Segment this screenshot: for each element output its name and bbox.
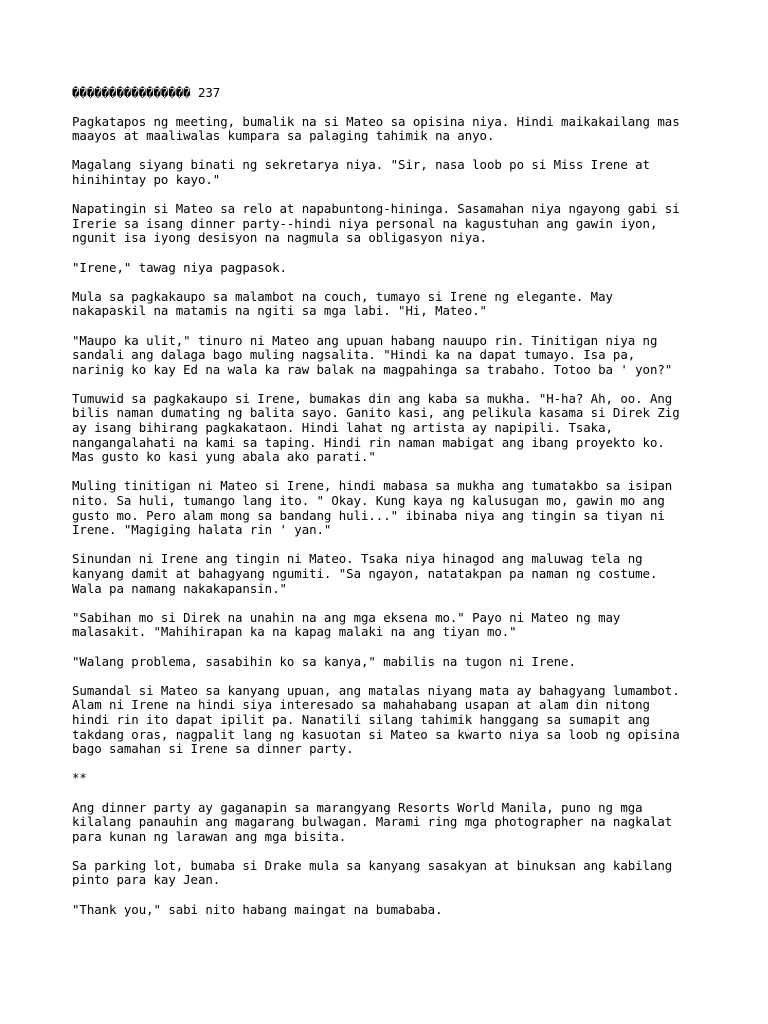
paragraph: "Maupo ka ulit," tinuro ni Mateo ang upuan habang nauupo rin. Tinitigan niya ng sandali ang dalaga bago muling nagsalita. "Hindi ka na dapat tumayo. Isa pa, narinig ko kay Ed na wala ka raw balak na magpahinga sa trabaho. Totoo ba ' yon?" — [72, 332, 673, 377]
paragraph: Pagkatapos ng meeting, bumalik na si Mateo sa opisina niya. Hindi maikakailang mas maayos at maaliwalas kumpara sa palaging tahimik na anyo. — [72, 113, 680, 144]
paragraph: Tumuwid sa pagkakaupo si Irene, bumakas din ang kaba sa mukha. "H-ha? Ah, oo. Ang bilis naman dumating ng balita sayo. Ganito kasi, ang pelikula kasama si Direk Zig ay isang bihirang pagkakataon. Hindi lahat ng artista ay napipili. Tsaka, nangangalahati na kami sa taping. Hindi rin naman mabigat ang ibang proyekto ko. Mas gusto ko kasi yung abala ako parati." — [72, 390, 680, 465]
paragraph: Napatingin si Mateo sa relo at napabuntong-hininga. Sasamahan niya ngayong gabi si Irerie sa isang dinner party--hindi niya personal na kagustuhan ang gawin iyon, ngunit isa iyong desisyon na nagmula sa obligasyon niya. — [72, 201, 680, 246]
paragraph: Mula sa pagkakaupo sa malambot na couch, tumayo si Irene ng elegante. May nakapaskil na matamis na ngiti sa mga labi. "Hi, Mateo." — [72, 288, 613, 319]
paragraph: "Sabihan mo si Direk na unahin na ang mga eksena mo." Payo ni Mateo ng may malasakit. "Mahihirapan ka na kapag malaki na ang tiyan mo." — [72, 609, 621, 640]
document-page — [72, 86, 712, 932]
paragraph: Magalang siyang binati ng sekretarya niya. "Sir, nasa loob po si Miss Irene at hinihintay po kayo." — [72, 157, 650, 187]
paragraph: Sinundan ni Irene ang tingin ni Mateo. Tsaka niya hinagod ang maluwag tela ng kanyang damit at bahagyang ngumiti. "Sa ngayon, natatakpan pa naman ng costume. Wala pa namang nakakapansin." — [72, 551, 658, 596]
paragraph: Sa parking lot, bumaba si Drake mula sa kanyang sasakyan at binuksan ang kabilang pinto para kay Jean. — [72, 857, 673, 888]
paragraph: "Thank you," sabi nito habang maingat na bumababa. — [72, 901, 443, 917]
paragraph: Sumandal si Mateo sa kanyang upuan, ang matalas niyang mata ay bahagyang lumambot. Alam ni Irene na hindi siya interesado sa mahahabang usapan at alam din nitong hindi rin ito dapat ipilit pa. Nanatili silang tahimik hanggang sa sumapit ang takdang oras, nagpalit lang ng kasuotan si Mateo sa kwarto niya sa loob ng opisina bago samahan si Irene sa dinner party. — [72, 682, 680, 757]
paragraph: "Walang problema, sasabihin ko sa kanya," mabilis na tugon ni Irene. — [72, 653, 576, 669]
paragraph: Ang dinner party ay gaganapin sa marangyang Resorts World Manila, puno ng mga kilalang panauhin ang magarang bulwagan. Marami ring mga photographer na nagkalat para kunan ng larawan ang mga bisita. — [72, 799, 673, 844]
scene-break: ** — [72, 770, 87, 786]
paragraph: "Irene," tawag niya pagpasok. — [72, 259, 287, 275]
paragraph: Muling tinitigan ni Mateo si Irene, hindi mabasa sa mukha ang tumatakbo sa isipan nito. Sa huli, tumango lang ito. " Okay. Kung kaya ng kalusugan mo, gawin mo ang gusto mo. Pero alam mong sa bandang huli..." ibinaba niya ang tingin sa tiyan ni Irene. "Magiging halata rin ' yan." — [72, 478, 673, 538]
page-heading: ���������������� 237 — [72, 85, 221, 100]
